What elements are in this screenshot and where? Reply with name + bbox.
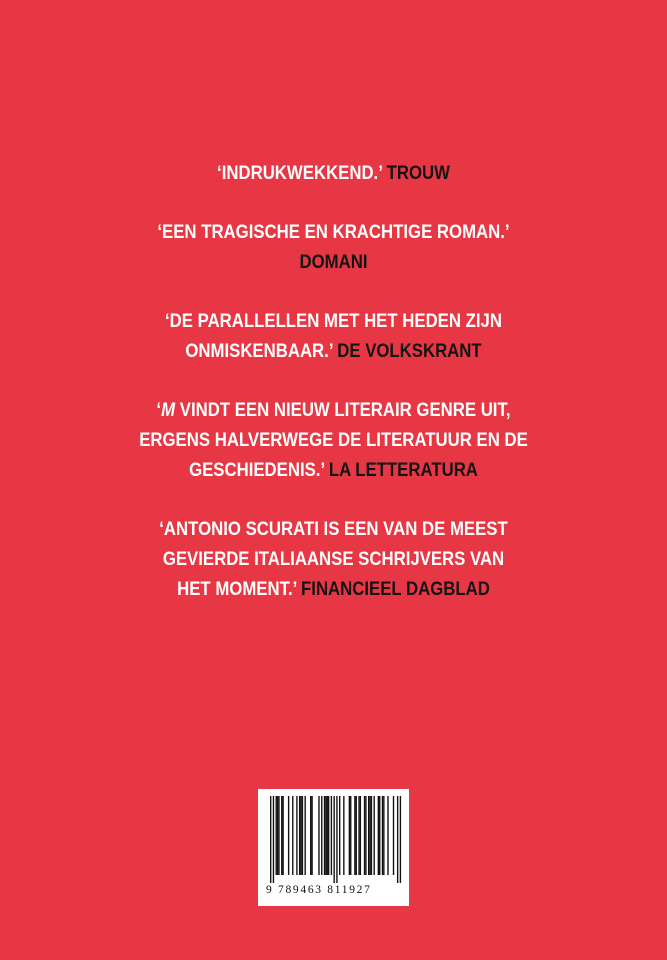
barcode-bar (276, 796, 277, 875)
quote-source: DE VOLKSKRANT (337, 340, 482, 362)
barcode-bar (369, 796, 370, 875)
barcode-bar (299, 796, 300, 875)
barcode-bar (379, 796, 380, 875)
barcode-bar (383, 796, 384, 875)
quote-line (47, 514, 621, 544)
barcode-bar (356, 796, 357, 875)
barcode-bar (360, 796, 361, 875)
quote-line (47, 544, 621, 574)
barcode-bar (324, 796, 325, 875)
barcode-bar (296, 796, 297, 875)
quote-text: GEVIERDE ITALIAANSE SCHRIJVERS VAN (162, 548, 505, 570)
barcode-bar (327, 796, 328, 875)
quote-line (47, 455, 621, 485)
quote-volkskrant (47, 306, 621, 366)
barcode-bar (368, 796, 369, 875)
barcode-bar (325, 796, 326, 875)
quote-line: ‘M VINDT EEN NIEUW LITERAIR GENRE UIT, (156, 399, 511, 421)
quote-domani (47, 217, 621, 277)
quote-text: GESCHIEDENIS.’ (189, 459, 325, 481)
barcode-bar (300, 796, 301, 875)
barcode-guard-bar (397, 796, 398, 883)
barcode-bar (393, 796, 394, 875)
quote-financieel-dagblad (47, 514, 621, 604)
quote-line (47, 336, 621, 366)
barcode-guard-bar (336, 796, 337, 883)
quote-text: ONMISKENBAAR.’ (185, 340, 333, 362)
barcode-bar (343, 796, 344, 875)
isbn-number: 9 789463 811927 (266, 884, 372, 896)
barcode-bar (282, 796, 283, 875)
barcode-bars (258, 789, 409, 885)
quote-text: ‘INDRUKWEKKEND.’ (217, 162, 382, 184)
quote-text: VINDT EEN NIEUW LITERAIR GENRE UIT, (175, 399, 511, 421)
quote-line (47, 574, 621, 604)
barcode-bar (321, 796, 322, 875)
quote-trouw (47, 158, 621, 188)
barcode-bar (328, 796, 329, 875)
quote-text: ‘EEN TRAGISCHE EN KRACHTIGE ROMAN.’ (157, 221, 510, 243)
barcode-bar (354, 796, 355, 875)
quote-line (47, 217, 621, 247)
barcode-bar (277, 796, 278, 875)
barcode-guard-bar (333, 796, 334, 883)
quote-line (47, 425, 621, 455)
barcode-bar (292, 796, 293, 875)
barcode-bar (365, 796, 366, 875)
quote-title-emphasis: M (161, 399, 176, 421)
quote-line (47, 306, 621, 336)
barcode-bar (331, 796, 332, 875)
barcode-bar (318, 796, 319, 875)
quote-source: FINANCIEEL DAGBLAD (301, 578, 490, 600)
barcode-bar (382, 796, 383, 875)
barcode-bar (349, 796, 350, 875)
barcode-bar (358, 796, 359, 875)
barcode-guard-bar (270, 796, 271, 883)
barcode-bar (311, 796, 312, 875)
quote-text: ‘DE PARALLELLEN MET HET HEDEN ZIJN (165, 310, 502, 332)
press-quotes (0, 158, 667, 633)
barcode-bar (288, 796, 289, 875)
quote-source: DOMANI (299, 251, 368, 273)
barcode-bar (378, 796, 379, 875)
quote-text: HET MOMENT.’ (177, 578, 297, 600)
quote-source: TROUW (386, 162, 450, 184)
quote-la-letteratura (47, 395, 621, 485)
barcode-guard-bar (400, 796, 401, 883)
quote-line (47, 158, 621, 188)
isbn-barcode (258, 789, 409, 906)
barcode-bar (305, 796, 306, 875)
barcode-bar (374, 796, 375, 875)
barcode-bar (278, 796, 279, 875)
quote-text: ‘ANTONIO SCURATI IS EEN VAN DE MEEST (159, 518, 508, 540)
barcode-bar (371, 796, 372, 875)
barcode-bar (302, 796, 303, 875)
quote-text: ERGENS HALVERWEGE DE LITERATUUR EN DE (139, 429, 528, 451)
barcode-bar (339, 796, 340, 875)
quote-source: LA LETTERATURA (328, 459, 478, 481)
barcode-bar (281, 796, 282, 875)
barcode-bar (387, 796, 388, 875)
barcode-bar (310, 796, 311, 875)
barcode-guard-bar (273, 796, 274, 883)
barcode-bar (350, 796, 351, 875)
quote-line (47, 247, 621, 277)
barcode-bar (364, 796, 365, 875)
